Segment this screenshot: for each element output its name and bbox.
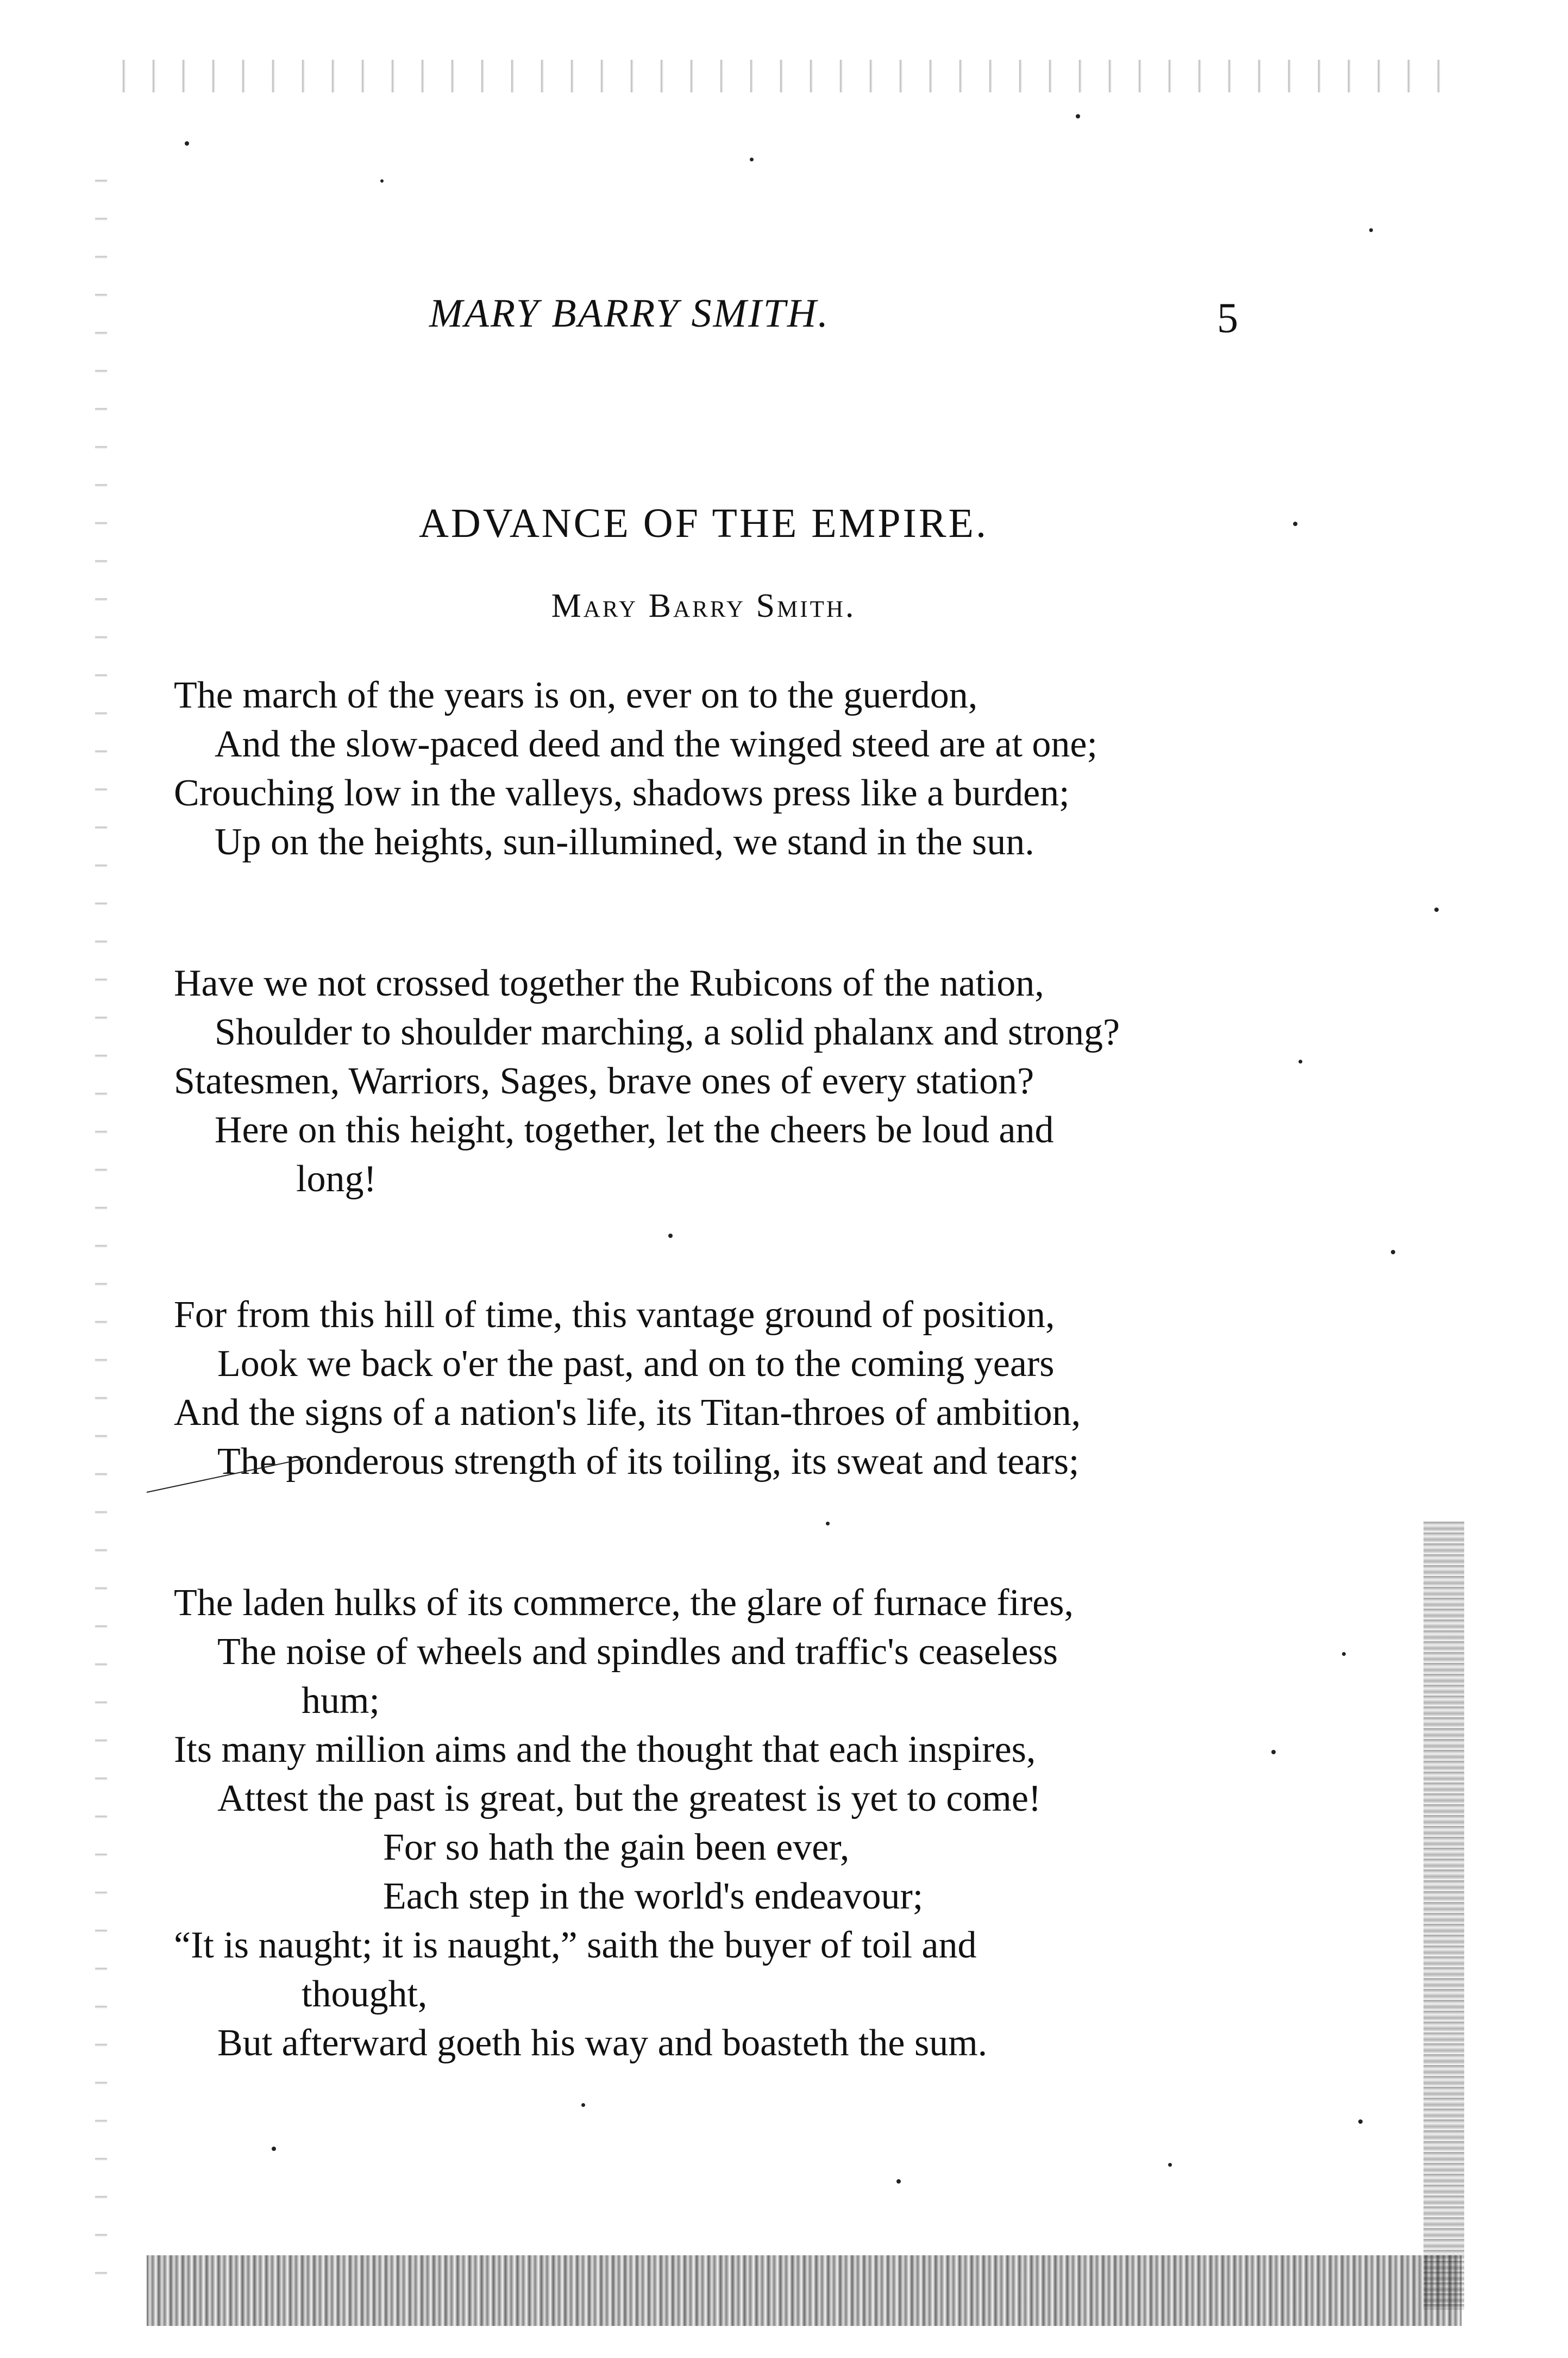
poem-line: The march of the years is on, ever on to the guerdon, (174, 674, 978, 716)
page-edge-noise-left (95, 163, 107, 2282)
speck (1434, 908, 1439, 912)
poem-line: hum; (302, 1680, 380, 1722)
poem-line: The noise of wheels and spindles and traffic's ceaseless (217, 1631, 1058, 1673)
poem-line: For so hath the gain been ever, (383, 1827, 850, 1868)
poem-line: For from this hill of time, this vantage ground of position, (174, 1294, 1055, 1336)
page-number: 5 (1217, 294, 1238, 341)
speck (826, 1522, 830, 1525)
speck (1358, 2119, 1363, 2124)
poem-line: Attest the past is great, but the greatest is yet to come! (217, 1778, 1042, 1819)
speck (896, 2179, 901, 2184)
poem-line: Crouching low in the valleys, shadows press like a burden; (174, 772, 1070, 814)
speck (185, 141, 189, 146)
poem-line: Shoulder to shoulder marching, a solid phalanx and strong? (215, 1011, 1120, 1053)
speck (380, 179, 384, 183)
speck (1299, 1060, 1302, 1064)
poem-line: “It is naught; it is naught,” saith the buyer of toil and (174, 1924, 977, 1966)
poem-line: Look we back o'er the past, and on to the coming years (217, 1343, 1055, 1385)
poem-line: long! (296, 1158, 377, 1200)
speck (1271, 1750, 1276, 1754)
poem-line: Here on this height, together, let the cheers be loud and (215, 1109, 1054, 1151)
speck (272, 2147, 276, 2151)
page-edge-noise-right (1423, 1522, 1464, 2310)
poem-line: Its many million aims and the thought that each inspires, (174, 1729, 1036, 1771)
poem-line: thought, (302, 1973, 428, 2015)
page-edge-noise-top (109, 60, 1456, 92)
poem-line: Have we not crossed together the Rubicons of the nation, (174, 962, 1044, 1004)
poem-line: But afterward goeth his way and boasteth the sum. (217, 2022, 988, 2064)
running-head: MARY BARRY SMITH. (429, 291, 830, 336)
speck (1076, 114, 1080, 118)
poem-line: Statesmen, Warriors, Sages, brave ones of every station? (174, 1060, 1034, 1102)
poem-line: The laden hulks of its commerce, the glare of furnace fires, (174, 1582, 1074, 1624)
poem-line: And the signs of a nation's life, its Titan-throes of ambition, (174, 1392, 1081, 1434)
speck (581, 2103, 585, 2107)
speck (750, 158, 754, 161)
poem-line: The ponderous strength of its toiling, its sweat and tears; (217, 1441, 1080, 1483)
poem-line: And the slow-paced deed and the winged steed are at one; (215, 723, 1097, 765)
speck (1391, 1250, 1395, 1254)
page-edge-noise-bottom (147, 2255, 1462, 2326)
speck (1369, 228, 1373, 232)
poem-title: ADVANCE OF THE EMPIRE. (419, 501, 988, 546)
poem-line: Each step in the world's endeavour; (383, 1875, 924, 1917)
speck (668, 1234, 673, 1238)
speck (1168, 2163, 1172, 2167)
poem-author: Mary Barry Smith. (551, 587, 856, 624)
speck (1342, 1652, 1346, 1656)
poem-line: Up on the heights, sun-illumined, we stand in the sun. (215, 821, 1034, 863)
speck (1293, 522, 1297, 526)
